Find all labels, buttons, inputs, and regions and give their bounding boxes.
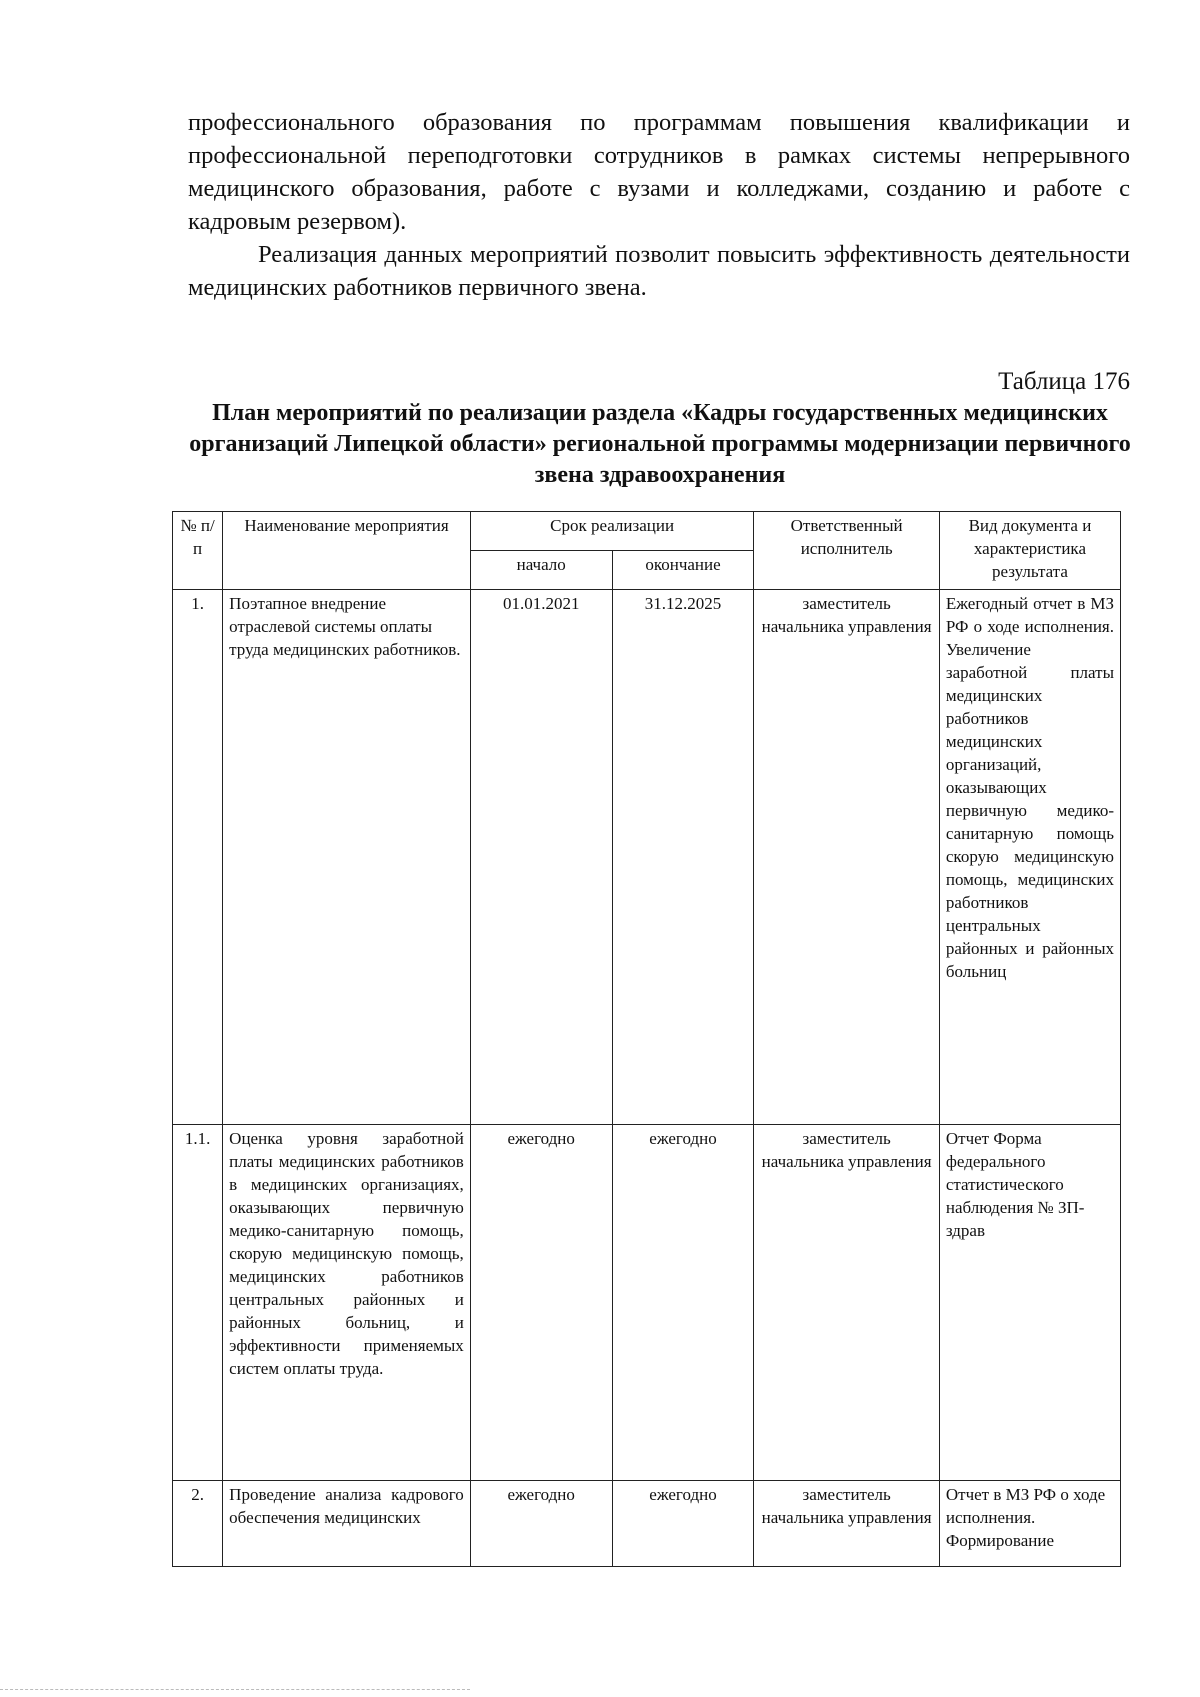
- scan-edge-line: [0, 1689, 470, 1690]
- table-title: План мероприятий по реализации раздела «Кадры государственных медицинских организаций Липецкой области» региональной программы модернизации первичного звена здравоохранения: [189, 400, 1131, 488]
- table-number: Таблица 176: [998, 368, 1130, 395]
- row-start: 01.01.2021: [470, 590, 612, 1125]
- row-num: 1.: [173, 590, 223, 1125]
- row-responsible: заместитель начальника управления: [754, 590, 939, 1125]
- row-name: Оценка уровня заработной платы медицинских работников в медицинских организациях, оказывающих первичную медико-санитарную помощь, скорую медицинскую помощь, медицинских работников центральных районных и районных больниц, и эффективности применяемых систем оплаты труда.: [223, 1125, 471, 1481]
- row-name: Поэтапное внедрение отраслевой системы оплаты труда медицинских работников.: [223, 590, 471, 1125]
- row-start: ежегодно: [470, 1481, 612, 1567]
- row-responsible: заместитель начальника управления: [754, 1125, 939, 1481]
- row-end: ежегодно: [612, 1125, 754, 1481]
- table-row: [173, 1481, 1121, 1567]
- intro-paragraph-2: Реализация данных мероприятий позволит повысить эффективность деятельности медицинских работников первичного звена.: [188, 241, 1130, 301]
- row-name: Проведение анализа кадрового обеспечения медицинских: [223, 1481, 471, 1567]
- header-name: Наименование мероприятия: [223, 512, 471, 590]
- row-end: 31.12.2025: [612, 590, 754, 1125]
- header-responsible: Ответственный исполнитель: [754, 512, 939, 590]
- header-start: начало: [470, 551, 612, 590]
- intro-paragraph-1: профессионального образования по программам повышения квалификации и профессиональной переподготовки сотрудников в рамках системы непрерывного медицинского образования, работе с вузами и колледжами, созданию и работе с кадровым резервом).: [188, 109, 1130, 235]
- header-term: Срок реализации: [470, 512, 754, 551]
- row-num: 1.1.: [173, 1125, 223, 1481]
- row-num: 2.: [173, 1481, 223, 1567]
- table-row: [173, 590, 1121, 1125]
- header-document: Вид документа и характеристика результата: [939, 512, 1120, 590]
- row-responsible: заместитель начальника управления: [754, 1481, 939, 1567]
- row-start: ежегодно: [470, 1125, 612, 1481]
- row-document: Отчет Форма федерального статистического наблюдения № ЗП-здрав: [939, 1125, 1120, 1481]
- plan-table: [172, 511, 1121, 1567]
- row-document: Отчет в МЗ РФ о ходе исполнения. Формирование: [939, 1481, 1120, 1567]
- row-end: ежегодно: [612, 1481, 754, 1567]
- table-row: [173, 1125, 1121, 1481]
- row-document: Ежегодный отчет в МЗ РФ о ходе исполнения. Увеличение заработной платы медицинских работников медицинских организаций, оказывающих первичную медико-санитарную помощь скорую медицинскую помощь, медицинских работников центральных районных и районных больниц: [939, 590, 1120, 1125]
- header-num: № п/п: [173, 512, 223, 590]
- intro-text: [188, 106, 1130, 304]
- header-end: окончание: [612, 551, 754, 590]
